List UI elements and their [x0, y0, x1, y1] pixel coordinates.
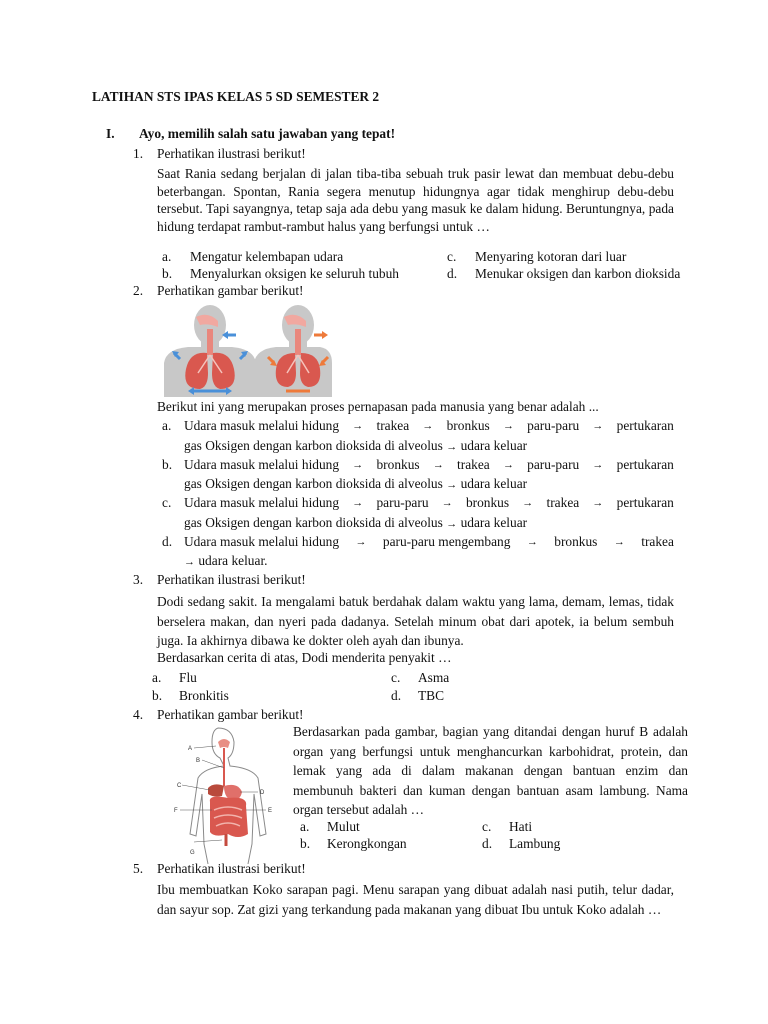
- q4-intro: Perhatikan gambar berikut!: [157, 707, 304, 722]
- q2-d-end: udara keluar.: [198, 553, 268, 568]
- label-f: F: [174, 808, 178, 814]
- q2-option-a-line2: [184, 438, 527, 455]
- q2-option-a-letter: a.: [162, 418, 172, 433]
- q3-question: Berdasarkan cerita di atas, Dodi menderita penyakit …: [157, 650, 452, 665]
- q2-c-step-3: bronkus: [465, 495, 510, 510]
- q2-c-step-4: trakea: [546, 495, 580, 510]
- q2-a-step-1: Udara masuk melalui hidung: [184, 418, 340, 433]
- q5-number: 5.: [133, 861, 144, 876]
- q2-option-a-line1[interactable]: [184, 418, 674, 434]
- q1-option-b-letter: b.: [162, 266, 173, 281]
- q2-b-detail: gas Oksigen dengan karbon dioksida di alveolus: [184, 476, 443, 491]
- q3-intro: Perhatikan ilustrasi berikut!: [157, 572, 306, 587]
- q2-d-step-1: Udara masuk melalui hidung: [184, 534, 340, 549]
- arrow-icon: →: [422, 420, 434, 432]
- q5-story: Ibu membuatkan Koko sarapan pagi. Menu sarapan yang dibuat adalah nasi putih, telur dadar, dan sayur sop. Zat gizi yang terkandung pada makanan yang dibuat Ibu untuk Koko adalah …: [157, 882, 674, 917]
- q1-option-a[interactable]: Mengatur kelembapan udara: [190, 249, 344, 264]
- q3-option-c[interactable]: Asma: [418, 670, 450, 685]
- q1-story: Saat Rania sedang berjalan di jalan tiba-tiba sebuah truk pasir lewat dan membuat debu-debu beterbangan. Spontan, Rania segera menutup hidungnya agar tidak menghirup debu-debu tersebut. Tapi sayangnya, tetap saja ada debu yang masuk ke dalam hidung. Beruntungnya, pada hidung terdapat rambut-rambut halus yang berfungsi untuk …: [157, 166, 674, 234]
- q1-option-d-letter: d.: [447, 266, 458, 281]
- arrow-icon: →: [184, 556, 195, 568]
- label-a: A: [188, 746, 193, 752]
- q3-option-d[interactable]: TBC: [418, 688, 445, 703]
- q2-option-b-line2: [184, 476, 527, 493]
- arrow-icon: →: [446, 441, 458, 453]
- q2-option-b-line1[interactable]: [184, 457, 674, 473]
- arrow-icon: →: [352, 459, 364, 471]
- q1-option-c-letter: c.: [447, 249, 457, 264]
- q4-option-d[interactable]: Lambung: [509, 836, 561, 851]
- q3-option-a[interactable]: Flu: [179, 670, 197, 685]
- q4-option-b[interactable]: Kerongkongan: [327, 836, 407, 851]
- label-c: C: [177, 783, 182, 789]
- q2-a-step-2: trakea: [376, 418, 410, 433]
- q2-a-end: udara keluar: [460, 438, 528, 453]
- section-instruction: Ayo, memilih salah satu jawaban yang tepat!: [139, 126, 396, 141]
- arrow-icon: →: [352, 497, 364, 509]
- q2-option-c-letter: c.: [162, 495, 172, 510]
- q1-number: 1.: [133, 146, 144, 161]
- q2-d-step-3: bronkus: [554, 534, 598, 549]
- q3-option-c-letter: c.: [391, 670, 401, 685]
- arrow-icon: →: [355, 536, 367, 548]
- q2-a-step-3: bronkus: [446, 418, 490, 433]
- q2-intro: Perhatikan gambar berikut!: [157, 283, 304, 298]
- q2-b-step-4: paru-paru: [527, 457, 580, 472]
- q2-d-step-2: paru-paru mengembang: [382, 534, 511, 549]
- q2-option-d-letter: d.: [162, 534, 173, 549]
- q1-intro: Perhatikan ilustrasi berikut!: [157, 146, 306, 161]
- q3-number: 3.: [133, 572, 144, 587]
- q2-number: 2.: [133, 283, 144, 298]
- q1-option-d[interactable]: Menukar oksigen dan karbon dioksida: [475, 266, 681, 281]
- q1-option-a-letter: a.: [162, 249, 172, 264]
- q2-b-end: udara keluar: [460, 476, 528, 491]
- arrow-icon: →: [446, 479, 458, 491]
- q2-question: Berikut ini yang merupakan proses pernapasan pada manusia yang benar adalah ...: [157, 399, 599, 414]
- q2-a-step-4: paru-paru: [527, 418, 580, 433]
- q3-option-d-letter: d.: [391, 688, 402, 703]
- q2-c-step-2: paru-paru: [376, 495, 429, 510]
- q2-d-step-4: trakea: [641, 534, 674, 549]
- label-b: B: [196, 758, 201, 764]
- section-number: I.: [106, 126, 115, 141]
- q2-c-end: udara keluar: [460, 515, 528, 530]
- inhale-figure: [164, 305, 256, 397]
- arrow-icon: →: [502, 459, 514, 471]
- q2-option-b-letter: b.: [162, 457, 173, 472]
- q2-option-d-line1[interactable]: [184, 534, 674, 550]
- arrow-icon: →: [592, 459, 604, 471]
- q4-option-c-letter: c.: [482, 819, 492, 834]
- q2-a-detail: gas Oksigen dengan karbon dioksida di alveolus: [184, 438, 443, 453]
- arrow-icon: →: [522, 497, 534, 509]
- q2-option-c-line2: [184, 515, 527, 532]
- q2-option-c-line1[interactable]: [184, 495, 674, 511]
- arrow-icon: →: [613, 536, 625, 548]
- q2-c-step-5: pertukaran: [616, 495, 674, 510]
- arrow-icon: →: [446, 518, 458, 530]
- q4-option-a[interactable]: Mulut: [327, 819, 360, 834]
- arrow-icon: →: [592, 420, 604, 432]
- q4-story: Berdasarkan pada gambar, bagian yang ditandai dengan huruf B adalah organ yang berfungsi untuk menghancurkan karbohidrat, protein, dan lemak yang ada di dalam makanan dengan bantuan enzim dan membunuh bakteri dan kuman dengan bantuan asam lambung. Nama organ tersebut adalah …: [293, 724, 688, 817]
- worksheet-title: LATIHAN STS IPAS KELAS 5 SD SEMESTER 2: [92, 89, 380, 104]
- q4-option-b-letter: b.: [300, 836, 311, 851]
- q1-option-c[interactable]: Menyaring kotoran dari luar: [475, 249, 627, 264]
- q2-b-step-3: trakea: [457, 457, 490, 472]
- label-g: G: [190, 850, 195, 856]
- q3-option-a-letter: a.: [152, 670, 162, 685]
- q3-option-b-letter: b.: [152, 688, 163, 703]
- arrow-icon: →: [441, 497, 453, 509]
- q3-option-b[interactable]: Bronkitis: [179, 688, 229, 703]
- exhale-figure: [254, 305, 332, 397]
- arrow-icon: →: [592, 497, 604, 509]
- q2-c-detail: gas Oksigen dengan karbon dioksida di alveolus: [184, 515, 443, 530]
- q2-b-step-5: pertukaran: [616, 457, 674, 472]
- q5-intro: Perhatikan ilustrasi berikut!: [157, 861, 306, 876]
- q2-b-step-1: Udara masuk melalui hidung: [184, 457, 340, 472]
- label-e: E: [268, 808, 273, 814]
- q2-c-step-1: Udara masuk melalui hidung: [184, 495, 340, 510]
- q4-option-c[interactable]: Hati: [509, 819, 533, 834]
- arrow-icon: →: [502, 420, 514, 432]
- q2-b-step-2: bronkus: [376, 457, 420, 472]
- q3-story: Dodi sedang sakit. Ia mengalami batuk berdahak dalam waktu yang lama, demam, lemas, tidak berselera makan, dan nyeri pada dadanya. Setelah minum obat dari apotek, ia belum sembuh juga. Ia akhirnya dibawa ke dokter oleh ayah dan ibunya.: [157, 594, 674, 648]
- q2-a-step-5: pertukaran: [616, 418, 674, 433]
- arrow-icon: →: [526, 536, 538, 548]
- respiration-illustration: [160, 303, 332, 397]
- q2-option-d-line2: [184, 553, 268, 570]
- q4-option-d-letter: d.: [482, 836, 493, 851]
- q4-option-a-letter: a.: [300, 819, 310, 834]
- digestive-system-diagram: [168, 724, 278, 864]
- q1-option-b[interactable]: Menyalurkan oksigen ke seluruh tubuh: [190, 266, 399, 281]
- q4-number: 4.: [133, 707, 144, 722]
- arrow-icon: →: [352, 420, 364, 432]
- label-d: D: [260, 790, 265, 796]
- arrow-icon: →: [432, 459, 444, 471]
